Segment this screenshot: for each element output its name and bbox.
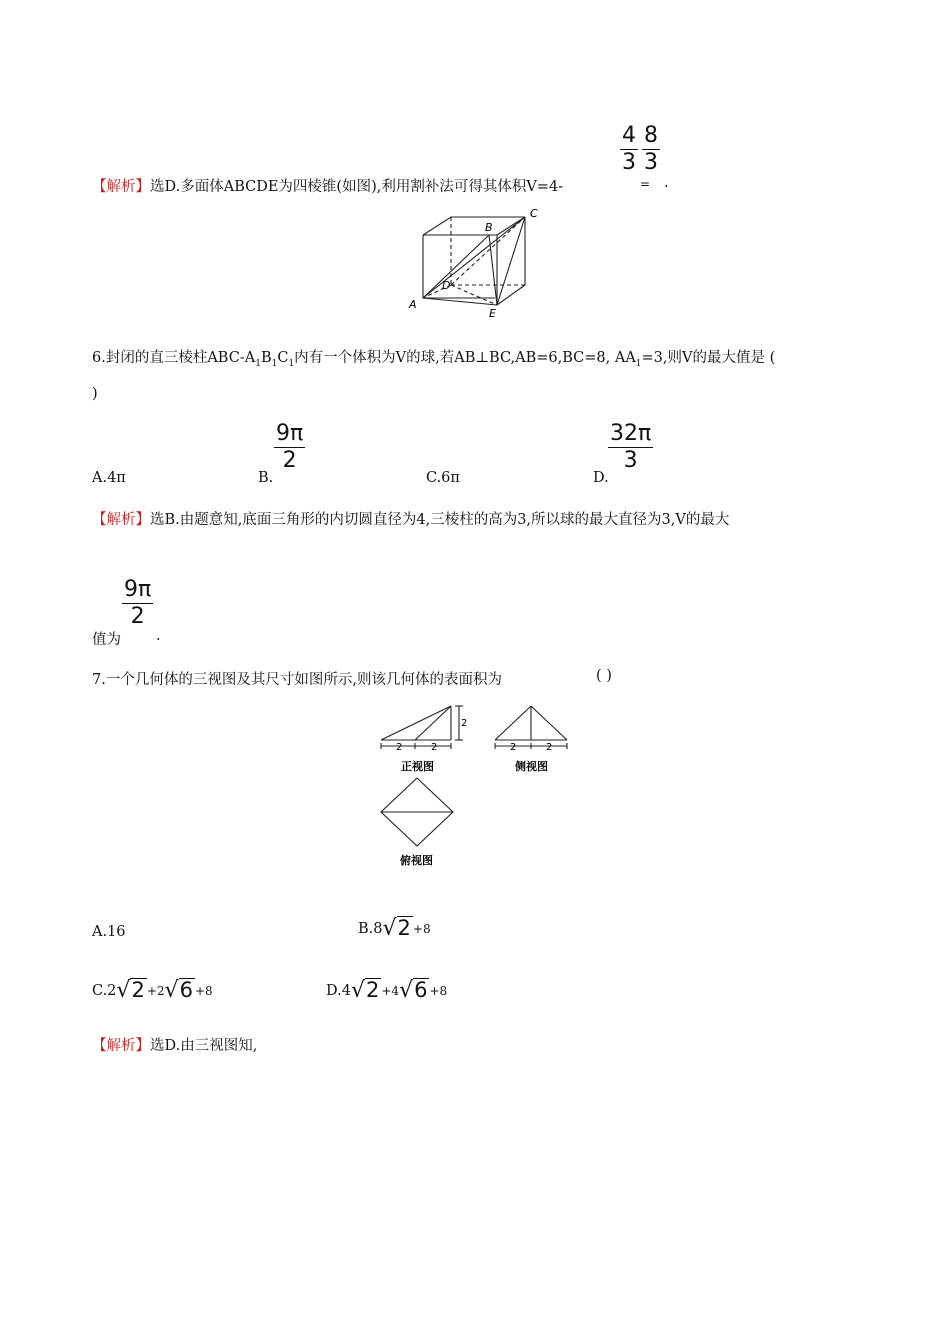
dim-side-left: 2 — [510, 742, 517, 753]
q6-option-a: A.4π — [92, 470, 126, 486]
side-view-caption: 侧视图 — [515, 760, 548, 773]
q7-option-c: C.2√2 +2√6 +8 — [92, 978, 213, 1003]
q5-analysis — [92, 175, 563, 196]
q7-option-d: D.4√2 +4√6 +8 — [326, 978, 448, 1003]
dim-side-right: 2 — [546, 742, 553, 753]
top-view-caption: 俯视图 — [400, 854, 433, 867]
q6-analysis-line2: 值为 — [92, 632, 121, 648]
dim-front-right: 2 — [431, 742, 438, 753]
q6-analysis: 【解析】选B.由题意知,底面三角形的内切圆直径为4,三棱柱的高为3,所以球的最大直径为3,V的最大 — [92, 512, 730, 528]
cube-figure — [405, 205, 555, 320]
q6-stem-close: ) — [92, 386, 98, 402]
q7-option-a: A.16 — [92, 924, 126, 940]
q6-option-d-fraction: 32π 3 — [610, 421, 652, 473]
analysis-tag: 【解析】 — [92, 179, 150, 195]
q7-stem: 7.一个几何体的三视图及其尺寸如图所示,则该几何体的表面积为 — [92, 672, 502, 688]
q5-end: . — [664, 175, 669, 191]
q7-paren: ( ) — [596, 668, 612, 684]
three-views-figure — [375, 700, 585, 870]
q7-analysis: 【解析】选D.由三视图知, — [92, 1038, 258, 1054]
label-a: A — [409, 298, 417, 311]
label-e: E — [489, 307, 496, 320]
q6-option-d-label: D. — [593, 470, 609, 486]
dim-front-height: 2 — [461, 718, 468, 729]
dim-front-left: 2 — [396, 742, 403, 753]
sqrt-2: √2 — [350, 978, 380, 1003]
top-view — [381, 778, 453, 846]
q6-answer-end: . — [156, 628, 161, 644]
analysis-tag: 【解析】 — [92, 512, 150, 528]
label-c: C — [530, 207, 538, 220]
q6-answer-fraction: 9π 2 — [124, 577, 152, 629]
fraction-4-3: 4 3 — [622, 123, 636, 175]
analysis-tag: 【解析】 — [92, 1038, 150, 1054]
q6-option-b-fraction: 9π 2 — [276, 421, 304, 473]
label-d: D — [442, 279, 451, 292]
sqrt-2: √2 — [382, 916, 411, 941]
q6-option-b-label: B. — [258, 470, 274, 486]
q6-stem: 6.封闭的直三棱柱ABC-$A_1B_1C_1$内有一个体积为V的球,若AB⊥BC,AB=6,BC=8, $AA_1=3$,则V的最大值是 ( — [92, 350, 776, 369]
front-view — [381, 706, 463, 749]
sqrt-6: √6 — [164, 978, 193, 1003]
cube-top-face — [423, 217, 525, 235]
sqrt-2: √2 — [116, 978, 145, 1003]
equals-sign: = — [640, 177, 651, 191]
front-view-caption: 正视图 — [401, 760, 434, 773]
analysis-text: 选D.多面体ABCDE为四棱锥(如图),利用割补法可得其体积V=4- — [150, 179, 564, 195]
label-b: B — [485, 221, 493, 234]
q6-option-c: C.6π — [426, 470, 460, 486]
side-view — [495, 706, 567, 749]
fraction-8-3: 8 3 — [644, 123, 658, 175]
sqrt-6: √6 — [399, 978, 428, 1003]
q7-option-b: B.8√2 +8 — [358, 916, 431, 941]
